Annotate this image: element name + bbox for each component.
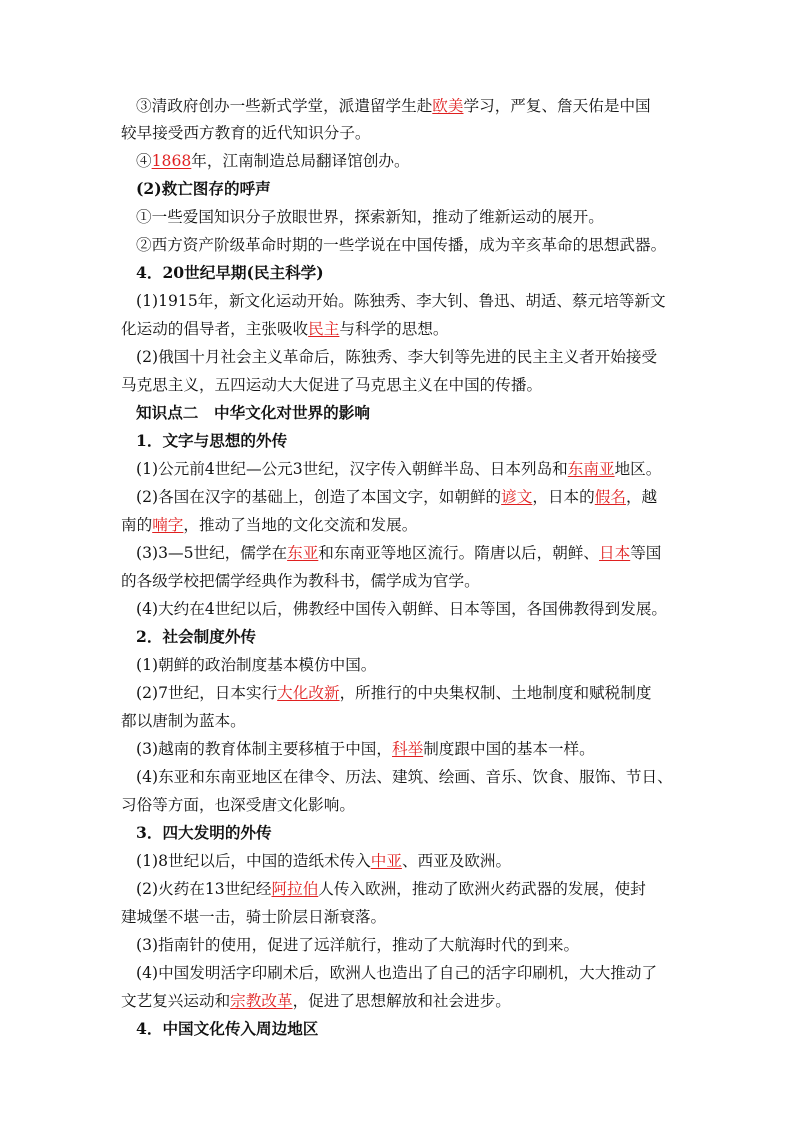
text-segment: ，推动了当地的文化交流和发展。 (183, 516, 418, 534)
highlighted-term: 宗教改革 (230, 992, 293, 1010)
text-segment: (3)3—5世纪，儒学在 (136, 544, 288, 562)
text-segment: 较早接受西方教育的近代知识分子。 (121, 124, 371, 142)
text-line-16 (0, 514, 800, 536)
text-segment: ②西方资产阶级革命时期的一些学说在中国传播，成为辛亥革命的思想武器。 (136, 236, 667, 254)
highlighted-term: 日本 (599, 544, 631, 562)
highlighted-term: 1868 (151, 152, 192, 170)
text-line-9 (0, 318, 800, 340)
text-segment: (2)救亡图存的呼声 (136, 179, 271, 198)
text-segment: ，越 (625, 488, 658, 506)
text-segment: (2)火药在13世纪经 (136, 880, 272, 898)
text-line-26 (0, 794, 800, 816)
section-heading-2 (0, 626, 800, 648)
text-segment: (2)俄国十月社会主义革命后，陈独秀、李大钊等先进的民主主义者开始接受 (136, 348, 658, 366)
text-line-21 (0, 654, 800, 676)
text-line-14 (0, 458, 800, 480)
text-line-17 (0, 542, 800, 564)
section-heading-3 (0, 822, 800, 844)
text-line-10 (0, 346, 800, 368)
text-segment: 习俗等方面，也深受唐文化影响。 (121, 796, 355, 814)
text-line-3 (0, 150, 800, 172)
highlighted-term: 大化改新 (277, 684, 340, 702)
text-segment: 文艺复兴运动和 (121, 992, 231, 1010)
text-segment: 南的 (121, 516, 153, 534)
text-segment: ③清政府创办一些新式学堂，派遣留学生赴 (136, 97, 433, 115)
highlighted-term: 中亚 (370, 852, 402, 870)
text-line-19 (0, 598, 800, 620)
text-segment: (3)越南的教育体制主要移植于中国， (136, 740, 392, 758)
text-line-22 (0, 682, 800, 704)
text-line-25 (0, 766, 800, 788)
text-segment: (2)7世纪，日本实行 (136, 684, 278, 702)
knowledge-point-heading (0, 402, 800, 424)
text-segment: 的各级学校把儒学经典作为教科书，儒学成为官学。 (121, 572, 480, 590)
text-segment: (1)朝鲜的政治制度基本模仿中国。 (136, 656, 377, 674)
highlighted-term: 谚文 (501, 488, 533, 506)
highlighted-term: 东亚 (287, 544, 319, 562)
text-line-11 (0, 374, 800, 396)
text-segment: ，所推行的中央集权制、土地制度和赋税制度 (339, 684, 652, 702)
text-segment: 地区。 (614, 460, 662, 478)
text-line-5 (0, 206, 800, 228)
subsection-heading (0, 178, 800, 200)
text-segment: 2．社会制度外传 (136, 627, 257, 646)
text-segment: (2)各国在汉字的基础上，创造了本国文字，如朝鲜的 (136, 488, 502, 506)
text-segment: (1)8世纪以后，中国的造纸术传入 (136, 852, 371, 870)
text-segment: 人传入欧洲，推动了欧洲火药武器的发展，使封 (318, 880, 646, 898)
text-line-15 (0, 486, 800, 508)
highlighted-term: 阿拉伯 (271, 880, 319, 898)
text-segment: 知识点二 中华文化对世界的影响 (136, 403, 370, 422)
text-segment: ④ (136, 152, 152, 170)
text-segment: 年，江南制造总局翻译馆创办。 (191, 152, 410, 170)
text-segment: 3．四大发明的外传 (136, 823, 272, 842)
text-line-6 (0, 234, 800, 256)
text-segment: 学习，严复、詹天佑是中国 (463, 97, 651, 115)
text-line-8 (0, 290, 800, 312)
text-segment: ①一些爱国知识分子放眼世界，探索新知，推动了维新运动的展开。 (136, 208, 604, 226)
text-line-32 (0, 962, 800, 984)
text-segment: 建城堡不堪一击，骑士阶层日渐衰落。 (121, 908, 387, 926)
text-line-1 (0, 95, 800, 117)
text-line-23 (0, 710, 800, 732)
text-segment: 4．中国文化传入周边地区 (136, 1019, 319, 1038)
text-segment: (4)大约在4世纪以后，佛教经中国传入朝鲜、日本等国，各国佛教得到发展。 (136, 600, 668, 618)
text-segment: 与科学的思想。 (339, 320, 449, 338)
text-segment: 4．20世纪早期(民主科学) (136, 263, 324, 282)
text-segment: (3)指南针的使用，促进了远洋航行，推动了大航海时代的到来。 (136, 936, 580, 954)
text-segment: ，日本的 (532, 488, 595, 506)
highlighted-term: 欧美 (432, 97, 464, 115)
text-segment: 化运动的倡导者，主张吸收 (121, 320, 309, 338)
text-line-24 (0, 738, 800, 760)
highlighted-term: 科举 (392, 740, 424, 758)
text-line-29 (0, 878, 800, 900)
text-segment: ，促进了思想解放和社会进步。 (292, 992, 511, 1010)
text-line-31 (0, 934, 800, 956)
text-line-30 (0, 906, 800, 928)
text-segment: 等国 (630, 544, 662, 562)
highlighted-term: 民主 (308, 320, 340, 338)
text-segment: 1．文字与思想的外传 (136, 431, 288, 450)
text-line-2 (0, 122, 800, 144)
text-line-28 (0, 850, 800, 872)
text-segment: 和东南亚等地区流行。隋唐以后，朝鲜、 (318, 544, 599, 562)
text-segment: 、西亚及欧洲。 (401, 852, 512, 870)
text-segment: (4)中国发明活字印刷术后，欧洲人也造出了自己的活字印刷机，大大推动了 (136, 964, 658, 982)
section-heading-4 (0, 262, 800, 284)
text-line-18 (0, 570, 800, 592)
text-segment: (1)公元前4世纪—公元3世纪，汉字传入朝鲜半岛、日本列岛和 (136, 460, 568, 478)
highlighted-term: 东南亚 (567, 460, 615, 478)
highlighted-term: 假名 (594, 488, 626, 506)
section-heading-4b (0, 1018, 800, 1040)
text-line-33 (0, 990, 800, 1012)
text-segment: (1)1915年，新文化运动开始。陈独秀、李大钊、鲁迅、胡适、蔡元培等新文 (136, 292, 666, 310)
text-segment: 都以唐制为蓝本。 (121, 712, 246, 730)
highlighted-term: 喃字 (152, 516, 184, 534)
text-segment: 制度跟中国的基本一样。 (423, 740, 595, 758)
section-heading-1 (0, 430, 800, 452)
text-segment: 马克思主义，五四运动大大促进了马克思主义在中国的传播。 (121, 376, 543, 394)
text-segment: (4)东亚和东南亚地区在律令、历法、建筑、绘画、音乐、饮食、服饰、节日、 (136, 768, 673, 786)
